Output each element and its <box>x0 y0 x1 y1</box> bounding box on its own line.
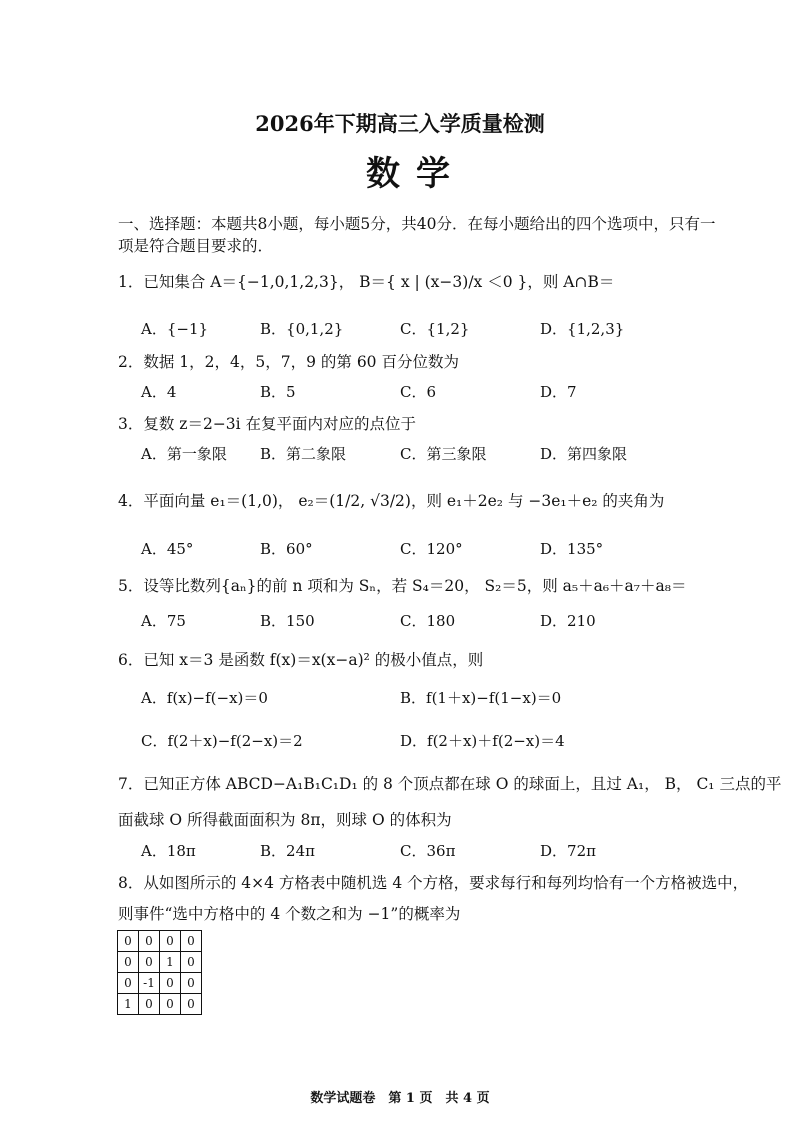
grid-cell: 1 <box>118 994 139 1015</box>
question-2-stem: 2．数据 1，2，4，5，7，9 的第 60 百分位数为 <box>118 353 459 371</box>
grid-cell: 0 <box>160 973 181 994</box>
section-instruction-line1: 一、选择题：本题共8小题，每小题5分，共40分．在每小题给出的四个选项中，只有一 <box>118 215 716 233</box>
question-7-stem-line1: 7．已知正方体 ABCD−A₁B₁C₁D₁ 的 8 个顶点都在球 O 的球面上，且过 A₁， B， C₁ 三点的平 <box>118 775 782 793</box>
question-8-stem-line1: 8．从如图所示的 4×4 方格表中随机选 4 个方格，要求每行和每列均恰有一个方格被选中， <box>118 874 749 892</box>
grid-row <box>118 994 202 1015</box>
grid-row <box>118 973 202 994</box>
grid-cell: -1 <box>139 973 160 994</box>
question-1-option-a: A．{−1} <box>141 320 209 338</box>
question-2-option-c: C．6 <box>400 383 437 401</box>
grid-cell: 1 <box>160 952 181 973</box>
grid-cell: 0 <box>139 952 160 973</box>
question-4-option-d: D．135° <box>540 540 604 558</box>
grid-cell: 0 <box>181 931 202 952</box>
question-6-option-b: B．f(1＋x)−f(1−x)＝0 <box>400 689 562 707</box>
question-5-option-b: B．150 <box>260 612 315 630</box>
number-grid-table <box>117 930 202 1015</box>
question-6-option-a: A．f(x)−f(−x)＝0 <box>141 689 268 707</box>
grid-cell: 0 <box>181 994 202 1015</box>
question-4-option-c: C．120° <box>400 540 463 558</box>
question-3-stem: 3．复数 z＝2−3i 在复平面内对应的点位于 <box>118 415 417 433</box>
question-1-option-c: C．{1,2} <box>400 320 470 338</box>
page-footer: 数学试题卷 第 1 页 共 4 页 <box>310 1091 490 1106</box>
question-6-option-c: C．f(2＋x)−f(2−x)＝2 <box>141 732 303 750</box>
question-4-option-b: B．60° <box>260 540 313 558</box>
question-6-option-d: D．f(2＋x)＋f(2−x)＝4 <box>400 732 565 750</box>
question-4-option-a: A．45° <box>141 540 194 558</box>
question-7-option-d: D．72π <box>540 842 596 860</box>
question-2-option-a: A．4 <box>141 383 177 401</box>
section-instruction-line2: 项是符合题目要求的． <box>118 237 274 255</box>
question-5-option-a: A．75 <box>141 612 186 630</box>
question-5-option-c: C．180 <box>400 612 456 630</box>
question-7-option-a: A．18π <box>141 842 196 860</box>
grid-cell: 0 <box>160 994 181 1015</box>
question-3-option-d: D．第四象限 <box>540 445 628 463</box>
question-1-option-b: B．{0,1,2} <box>260 320 344 338</box>
grid-row <box>118 931 202 952</box>
question-3-option-c: C．第三象限 <box>400 445 487 463</box>
grid-cell: 0 <box>160 931 181 952</box>
question-1-stem: 1．已知集合 A＝{−1,0,1,2,3}， B＝{ x | (x−3)/x ＜0 }，则 A∩B＝ <box>118 273 615 291</box>
question-7-option-b: B．24π <box>260 842 315 860</box>
question-1-option-d: D．{1,2,3} <box>540 320 625 338</box>
question-3-option-a: A．第一象限 <box>141 445 227 463</box>
question-4-stem: 4．平面向量 e₁＝(1,0)， e₂＝(1/2, √3/2)，则 e₁＋2e₂ 与 −3e₁＋e₂ 的夹角为 <box>118 492 665 510</box>
grid-cell: 0 <box>181 973 202 994</box>
grid-cell: 0 <box>139 931 160 952</box>
question-5-stem: 5．设等比数列{aₙ}的前 n 项和为 Sₙ，若 S₄＝20， S₂＝5，则 a₅＋a₆＋a₇＋a₈＝ <box>118 577 687 595</box>
question-8-stem-line2: 则事件“选中方格中的 4 个数之和为 −1”的概率为 <box>118 905 461 923</box>
question-7-option-c: C．36π <box>400 842 456 860</box>
question-6-stem: 6．已知 x＝3 是函数 f(x)＝x(x−a)² 的极小值点，则 <box>118 651 484 669</box>
grid-row <box>118 952 202 973</box>
grid-cell: 0 <box>139 994 160 1015</box>
question-2-option-d: D．7 <box>540 383 577 401</box>
question-2-option-b: B．5 <box>260 383 296 401</box>
grid-cell: 0 <box>118 952 139 973</box>
exam-title: 2026年下期高三入学质量检测 <box>255 111 545 136</box>
question-3-option-b: B．第二象限 <box>260 445 347 463</box>
grid-cell: 0 <box>118 931 139 952</box>
question-7-stem-line2: 面截球 O 所得截面面积为 8π，则球 O 的体积为 <box>118 811 452 829</box>
grid-cell: 0 <box>118 973 139 994</box>
subject-title: 数学 <box>366 154 466 194</box>
grid-cell: 0 <box>181 952 202 973</box>
question-5-option-d: D．210 <box>540 612 596 630</box>
